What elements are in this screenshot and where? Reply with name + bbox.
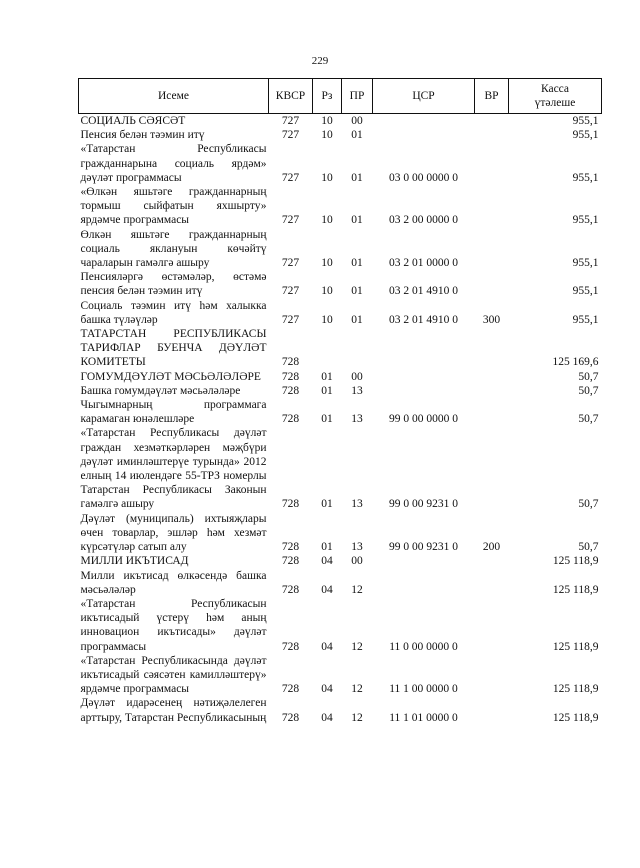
table-row <box>79 597 602 654</box>
cell-kvsr: 728 <box>281 711 300 724</box>
cell-sum: 125 118,9 <box>552 711 599 724</box>
cell-pr: 13 <box>351 413 363 426</box>
table-row <box>79 327 602 370</box>
cell-name: Дәүләт идарәсенең нәтиҗәлелеген арттыру, Татарстан Республикасының <box>80 697 267 724</box>
cell-pr <box>342 327 373 370</box>
cell-pr: 12 <box>351 640 363 653</box>
cell-csr <box>373 370 475 384</box>
cell-pr: 00 <box>351 555 363 568</box>
cell-name: СОЦИАЛЬ СӘЯСӘТ <box>80 115 186 127</box>
cell-kvsr: 727 <box>281 257 300 270</box>
cell-vr: 200 <box>482 541 501 554</box>
cell-rz: 01 <box>321 541 333 554</box>
table-header-row <box>79 79 602 114</box>
table-row <box>79 299 602 327</box>
cell-sum: 955,1 <box>572 313 599 326</box>
budget-table <box>78 78 602 725</box>
cell-csr: 99 0 00 9231 0 <box>389 498 458 511</box>
table-row <box>79 512 602 555</box>
cell-kvsr: 727 <box>281 129 300 142</box>
cell-name: «Татарстан Республикасы дәүләт граждан хезмәткәрләрен мәҗбүри дәүләт иминләштерүе турында» 2012 елның 14 июлендәге 55-ТРЗ номерлы Татарстан Республикасы Законын гамәлгә ашыру <box>80 427 267 511</box>
cell-rz: 04 <box>321 583 333 596</box>
cell-pr: 01 <box>351 285 363 298</box>
cell-csr <box>373 384 475 398</box>
cell-sum: 955,1 <box>572 257 599 270</box>
cell-name: ТАТАРСТАН РЕСПУБЛИКАСЫ ТАРИФЛАР БУЕНЧА ДӘҮЛӘТ КОМИТЕТЫ <box>80 328 267 369</box>
cell-vr <box>475 128 509 142</box>
cell-rz: 10 <box>321 171 333 184</box>
cell-sum: 50,7 <box>578 541 599 554</box>
cell-rz: 04 <box>321 711 333 724</box>
cell-kvsr: 728 <box>281 384 300 397</box>
page-number: 229 <box>311 55 329 67</box>
cell-vr <box>475 370 509 384</box>
table-row <box>79 398 602 426</box>
cell-csr: 11 0 00 0000 0 <box>389 640 458 653</box>
cell-csr: 99 0 00 9231 0 <box>389 541 458 554</box>
cell-rz: 10 <box>321 285 333 298</box>
cell-vr <box>475 426 509 511</box>
cell-csr: 99 0 00 0000 0 <box>389 413 458 426</box>
cell-rz: 01 <box>321 370 333 383</box>
cell-rz: 10 <box>321 257 333 270</box>
cell-kvsr: 728 <box>281 498 300 511</box>
cell-sum: 125 118,9 <box>552 683 599 696</box>
cell-pr: 00 <box>351 115 363 127</box>
cell-name: Пенсияләргә өстәмәләр, өстәмә пенсия белән тәэмин итү <box>80 271 267 298</box>
cell-sum: 125 118,9 <box>552 555 599 568</box>
cell-csr: 03 2 01 4910 0 <box>389 285 458 298</box>
cell-vr <box>475 696 509 724</box>
cell-pr: 01 <box>351 171 363 184</box>
table-row <box>79 569 602 597</box>
table-row <box>79 426 602 511</box>
table-row <box>79 554 602 568</box>
cell-csr <box>373 128 475 142</box>
table-row <box>79 654 602 697</box>
cell-vr <box>475 654 509 697</box>
cell-sum: 955,1 <box>572 285 599 298</box>
cell-csr <box>373 114 475 129</box>
cell-rz: 04 <box>321 555 333 568</box>
cell-pr: 00 <box>351 370 363 383</box>
table-row <box>79 370 602 384</box>
cell-vr <box>475 185 509 228</box>
cell-name: «Татарстан Республикасы гражданнарына социаль ярдәм» дәүләт программасы <box>80 143 267 184</box>
cell-vr <box>475 569 509 597</box>
cell-rz <box>313 327 342 370</box>
cell-vr <box>475 597 509 654</box>
cell-vr: 300 <box>482 313 501 326</box>
table-row <box>79 142 602 185</box>
header-pr: ПР <box>342 79 373 114</box>
cell-kvsr: 728 <box>281 541 300 554</box>
cell-sum: 125 118,9 <box>552 583 599 596</box>
cell-sum: 50,7 <box>578 384 599 397</box>
cell-name: МИЛЛИ ИКЪТИСАД <box>80 555 189 568</box>
cell-vr <box>475 228 509 271</box>
table-row <box>79 114 602 129</box>
cell-pr: 13 <box>351 498 363 511</box>
cell-kvsr: 728 <box>281 413 300 426</box>
cell-sum: 50,7 <box>578 370 599 383</box>
cell-csr <box>373 554 475 568</box>
table-row <box>79 185 602 228</box>
cell-vr <box>475 327 509 370</box>
table-row <box>79 384 602 398</box>
header-sum <box>509 79 602 114</box>
cell-sum: 955,1 <box>572 129 599 142</box>
header-kvsr: КВСР <box>269 79 313 114</box>
cell-kvsr: 727 <box>281 285 300 298</box>
cell-vr <box>475 398 509 426</box>
cell-name: Пенсия белән тәэмин итү <box>80 129 205 142</box>
cell-csr <box>373 569 475 597</box>
cell-vr <box>475 114 509 129</box>
cell-rz: 01 <box>321 498 333 511</box>
cell-name: ГОМУМДӘҮЛӘТ МӘСЬӘЛӘЛӘРЕ <box>80 370 261 383</box>
cell-pr: 12 <box>351 583 363 596</box>
cell-csr: 03 2 01 0000 0 <box>389 257 458 270</box>
cell-pr: 01 <box>351 313 363 326</box>
cell-rz: 01 <box>321 384 333 397</box>
cell-kvsr: 728 <box>281 555 300 568</box>
cell-pr: 01 <box>351 129 363 142</box>
cell-kvsr: 728 <box>281 356 300 369</box>
cell-rz: 10 <box>321 214 333 227</box>
cell-csr: 11 1 00 0000 0 <box>389 683 458 696</box>
table-row <box>79 696 602 724</box>
header-sum-line1: Касса <box>540 82 570 95</box>
header-csr: ЦСР <box>373 79 475 114</box>
cell-kvsr: 727 <box>281 171 300 184</box>
cell-sum: 50,7 <box>578 413 599 426</box>
cell-csr: 03 2 00 0000 0 <box>389 214 458 227</box>
cell-csr: 03 0 00 0000 0 <box>389 171 458 184</box>
cell-sum: 955,1 <box>572 115 599 127</box>
cell-pr: 12 <box>351 711 363 724</box>
cell-kvsr: 727 <box>281 313 300 326</box>
cell-kvsr: 727 <box>281 115 300 127</box>
cell-pr: 01 <box>351 214 363 227</box>
cell-sum: 955,1 <box>572 214 599 227</box>
table-row <box>79 228 602 271</box>
cell-csr <box>373 327 475 370</box>
table-row <box>79 128 602 142</box>
cell-vr <box>475 142 509 185</box>
cell-vr <box>475 384 509 398</box>
cell-name: Социаль тәэмин итү һәм халыкка башка түләүләр <box>80 299 267 326</box>
cell-csr: 11 1 01 0000 0 <box>389 711 458 724</box>
cell-name: Милли икътисад өлкәсендә башка мәсьәләләр <box>80 569 267 596</box>
cell-pr: 13 <box>351 541 363 554</box>
header-rz: Рз <box>313 79 342 114</box>
header-name: Исеме <box>79 79 269 114</box>
cell-rz: 10 <box>321 313 333 326</box>
cell-pr: 01 <box>351 257 363 270</box>
cell-name: Чыгымнарның программага карамаган юнәлешләре <box>80 399 267 426</box>
cell-sum: 955,1 <box>572 171 599 184</box>
cell-kvsr: 727 <box>281 214 300 227</box>
cell-sum: 125 169,6 <box>552 356 599 369</box>
cell-kvsr: 728 <box>281 583 300 596</box>
cell-rz: 04 <box>321 683 333 696</box>
cell-kvsr: 728 <box>281 683 300 696</box>
cell-kvsr: 728 <box>281 370 300 383</box>
cell-name: Дәүләт (муниципаль) ихтыяҗлары өчен товарлар, эшләр һәм хезмәт күрсәтүләр сатып алу <box>80 512 267 554</box>
cell-vr <box>475 554 509 568</box>
cell-name: «Татарстан Республикасын икътисадый үстерү һәм аның инновацион икътисады» дәүләт программасы <box>80 597 267 653</box>
header-vr: ВР <box>475 79 509 114</box>
cell-pr: 12 <box>351 683 363 696</box>
header-sum-line2: үтәлеше <box>534 97 576 109</box>
table-row <box>79 270 602 298</box>
cell-pr: 13 <box>351 384 363 397</box>
cell-kvsr: 728 <box>281 640 300 653</box>
cell-vr <box>475 270 509 298</box>
cell-rz: 01 <box>321 413 333 426</box>
cell-rz: 10 <box>321 129 333 142</box>
cell-sum: 125 118,9 <box>552 640 599 653</box>
cell-name: «Өлкән яшьтәге гражданнарның тормыш сыйфатын яхшырту» ярдәмче программасы <box>80 186 267 227</box>
cell-rz: 04 <box>321 640 333 653</box>
cell-name: «Татарстан Республикасында дәүләт икътисадый сәясәтен камилләштерү» ярдәмче программасы <box>80 654 267 696</box>
cell-csr: 03 2 01 4910 0 <box>389 313 458 326</box>
cell-name: Өлкән яшьтәге гражданнарның социаль яклануын көчәйтү чараларын гамәлгә ашыру <box>80 228 267 270</box>
cell-rz: 10 <box>321 115 333 127</box>
cell-name: Башка гомумдәүләт мәсьәләләре <box>80 384 241 397</box>
cell-sum: 50,7 <box>578 498 599 511</box>
